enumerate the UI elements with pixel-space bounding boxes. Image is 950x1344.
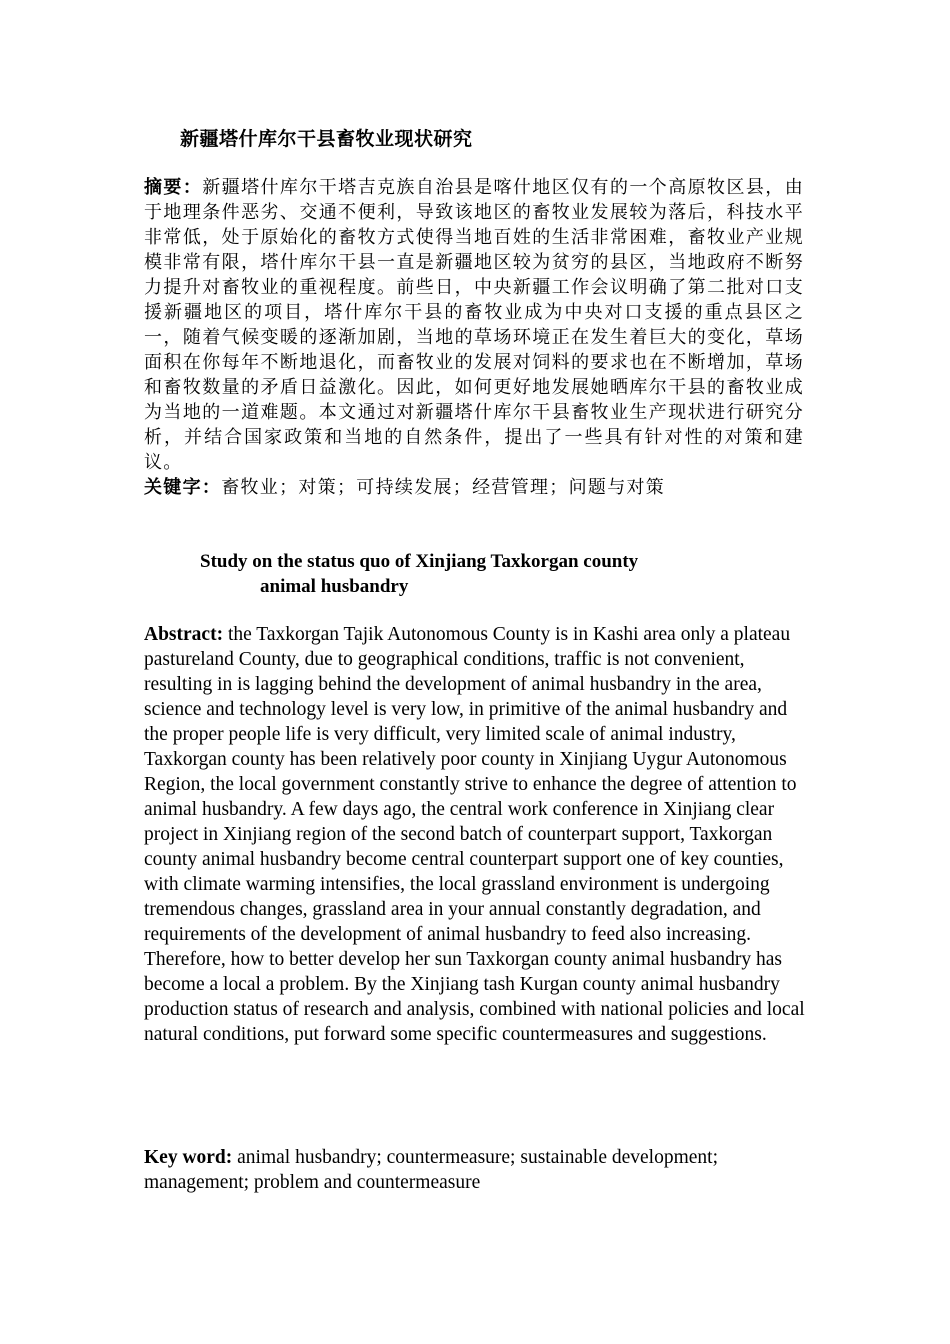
english-abstract-text: the Taxkorgan Tajik Autonomous County is in Kashi area only a plateau pastureland County, due to geographical conditions, traffic is not convenient, resulting in is lagging behind the development of animal husbandry in the area, science and technology level is very low, in primitive of the animal husbandry and the proper people life is very difficult, very limited scale of animal industry, Taxkorgan county has been relatively poor county in Xinjiang Uygur Autonomous Region, the local government constantly strive to enhance the degree of attention to animal husbandry. A few days ago, the central work conference in Xinjiang clear project in Xinjiang region of the second batch of counterpart support, Taxkorgan county animal husbandry become central counterpart support one of key counties, with climate warming intensifies, the local grassland environment is undergoing tremendous changes, grassland area in your annual constantly degradation, and requirements of the development of animal husbandry to feed also increasing. Therefore, how to better develop her sun Taxkorgan county animal husbandry has become a local a problem. By the Xinjiang tash Kurgan county animal husbandry production status of research and analysis, combined with national policies and local natural conditions, put forward some specific countermeasures and suggestions. [144,624,805,1045]
english-keywords-text: animal husbandry; countermeasure; sustainable development; management; problem and countermeasure [144,1147,719,1193]
chinese-keywords-label: 关键字： [144,477,222,498]
chinese-keywords-text: 畜牧业；对策；可持续发展；经营管理；问题与对策 [221,477,666,498]
chinese-abstract-section [144,175,804,500]
chinese-keywords [144,475,804,500]
english-abstract-label: Abstract: [144,624,224,645]
english-title-line-2: animal husbandry [260,576,409,597]
english-abstract-section [144,622,812,1047]
english-title [200,549,760,599]
english-keywords-label: Key word: [144,1147,233,1168]
chinese-abstract [144,175,804,475]
english-keywords-section [144,1145,812,1195]
english-keywords [144,1145,812,1195]
chinese-abstract-label: 摘要： [144,177,203,198]
chinese-title: 新疆塔什库尔干县畜牧业现状研究 [180,128,473,150]
english-abstract [144,622,812,1047]
english-title-line-1: Study on the status quo of Xinjiang Taxkorgan county [200,551,639,572]
chinese-abstract-text: 新疆塔什库尔干塔吉克族自治县是喀什地区仅有的一个高原牧区县，由于地理条件恶劣、交通不便利，导致该地区的畜牧业发展较为落后，科技水平非常低，处于原始化的畜牧方式使得当地百姓的生活非常困难，畜牧业产业规模非常有限，塔什库尔干县一直是新疆地区较为贫穷的县区，当地政府不断努力提升对畜牧业的重视程度。前些日，中央新疆工作会议明确了第二批对口支援新疆地区的项目，塔什库尔干县的畜牧业成为中央对口支援的重点县区之一，随着气候变暖的逐渐加剧，当地的草场环境正在发生着巨大的变化，草场面积在你每年不断地退化，而畜牧业的发展对饲料的要求也在不断增加，草场和畜牧数量的矛盾日益激化。因此，如何更好地发展她晒库尔干县的畜牧业成为当地的一道难题。本文通过对新疆塔什库尔干县畜牧业生产现状进行研究分析，并结合国家政策和当地的自然条件，提出了一些具有针对性的对策和建议。 [144,177,804,473]
